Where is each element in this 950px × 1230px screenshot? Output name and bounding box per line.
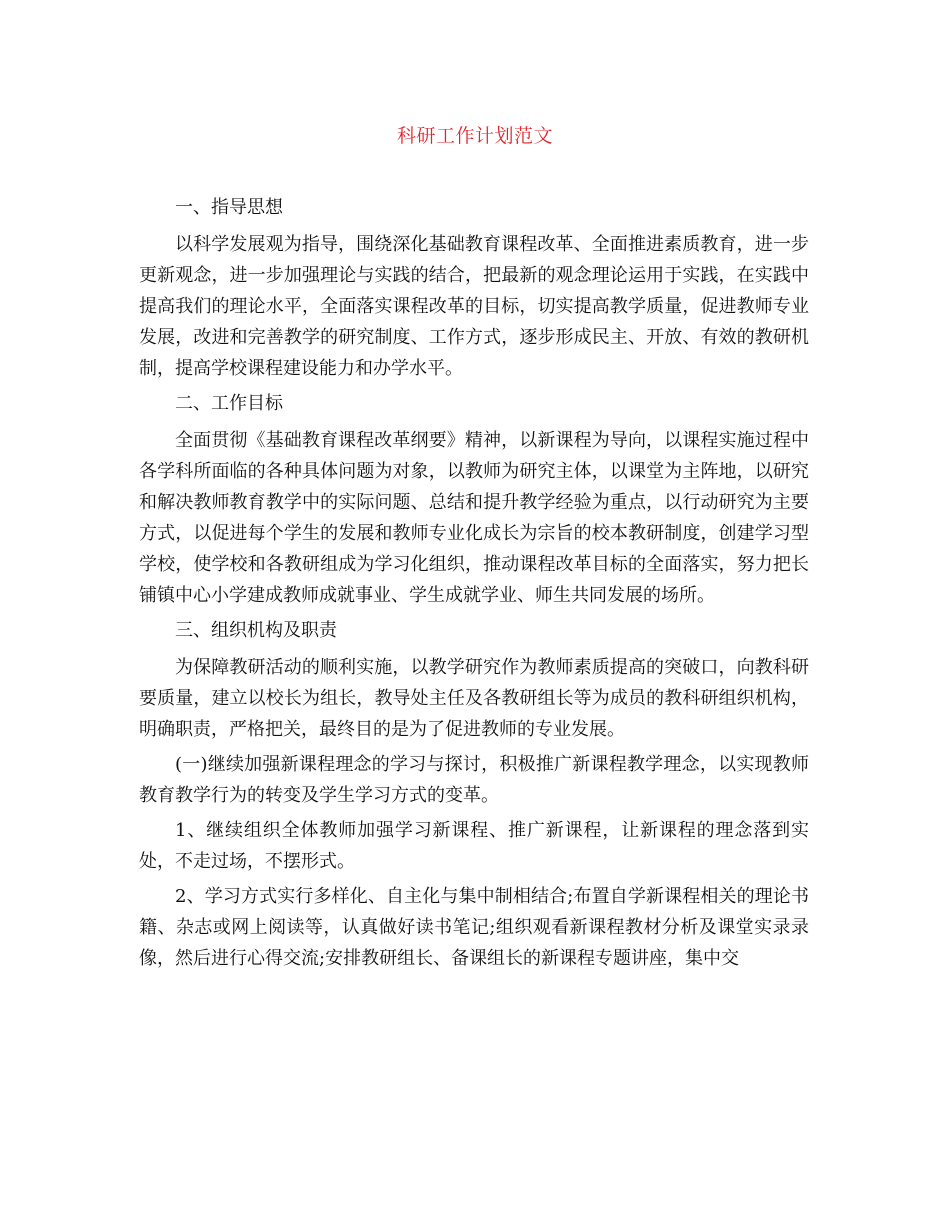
body-paragraph-4: (一)继续加强新课程理念的学习与探讨，积极推广新课程教学理念，以实现教师教育教学行为的转变及学生学习方式的变革。 [139,754,809,806]
body-paragraph-6: 2、学习方式实行多样化、自主化与集中制相结合;布置自学新课程相关的理论书籍、杂志或网上阅读等，认真做好读书笔记;组织观看新课程教材分析及课堂实录录像，然后进行心得交流;安排教研组长、备课组长的新课程专题讲座，集中交 [139,886,809,969]
section-heading-2: 二、工作目标 [175,393,283,414]
document-body [139,192,809,978]
body-paragraph-2: 全面贯彻《基础教育课程改革纲要》精神，以新课程为导向，以课程实施过程中各学科所面临的各种具体问题为对象，以教师为研究主体，以课堂为主阵地，以研究和解决教师教育教学中的实际问题、总结和提升教学经验为重点，以行动研究为主要方式，以促进每个学生的发展和教师专业化成长为宗旨的校本教研制度，创建学习型学校，使学校和各教研组成为学习化组织，推动课程改革目标的全面落实，努力把长铺镇中心小学建成教师成就事业、学生成就学业、师生共同发展的场所。 [139,430,809,606]
document-title: 科研工作计划范文 [396,125,553,147]
section-heading-3: 三、组织机构及职责 [175,620,337,641]
section-heading-1: 一、指导思想 [175,197,283,218]
body-paragraph-5: 1、继续组织全体教师加强学习新课程、推广新课程，让新课程的理念落到实处，不走过场，不摆形式。 [139,820,809,872]
body-paragraph-1: 以科学发展观为指导，围绕深化基础教育课程改革、全面推进素质教育，进一步更新观念，进一步加强理论与实践的结合，把最新的观念理论运用于实践，在实践中提高我们的理论水平，全面落实课程改革的目标，切实提高教学质量，促进教师专业发展，改进和完善教学的研究制度、工作方式，逐步形成民主、开放、有效的教研机制，提高学校课程建设能力和办学水平。 [139,234,809,379]
body-paragraph-3: 为保障教研活动的顺利实施，以教学研究作为教师素质提高的突破口，向教科研要质量，建立以校长为组长，教导处主任及各教研组长等为成员的教科研组织机构，明确职责，严格把关，最终目的是为了促进教师的专业发展。 [139,657,809,740]
